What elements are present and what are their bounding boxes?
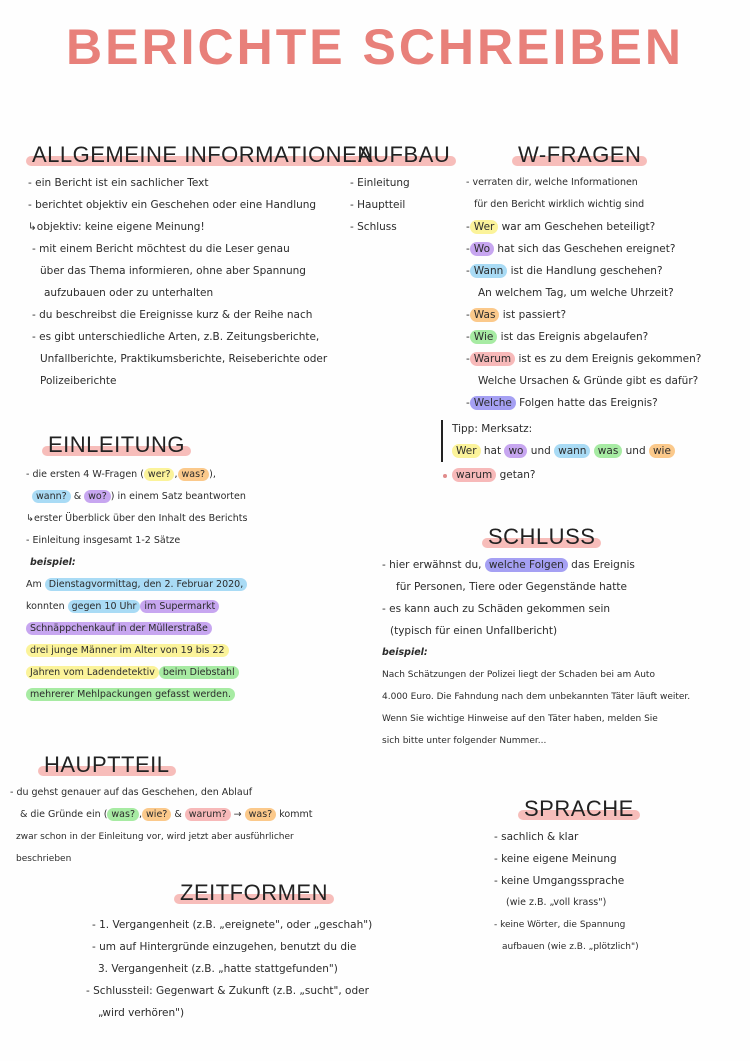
text-line: wann? & wo? ) in einem Satz beantworten <box>26 486 247 508</box>
list-item: - Einleitung <box>350 177 410 189</box>
text-line: für den Bericht wirklich wichtig sind <box>474 199 645 210</box>
beispiel-line: Am Dienstagvormittag, den 2. Februar 2020, <box>26 574 247 596</box>
list-item: - Schluss <box>350 221 397 233</box>
text-line: - verraten dir, welche Informationen <box>466 177 638 188</box>
tipp-label: Tipp: Merksatz: <box>452 423 533 435</box>
heading-w-fragen: W-FRAGEN <box>518 142 641 168</box>
einleitung-section <box>26 464 247 706</box>
heading-allgemeine-informationen: ALLGEMEINE INFORMATIONEN <box>32 142 374 168</box>
text-line: über das Thema informieren, ohne aber Spannung <box>40 265 306 277</box>
text-line: - um auf Hintergründe einzugehen, benutzt du die <box>92 941 357 953</box>
aufbau-list <box>350 172 410 238</box>
text-line: aufzubauen oder zu unterhalten <box>44 287 214 299</box>
zeitformen-section <box>86 914 372 1024</box>
text-line: - 1. Vergangenheit (z.B. „ereignete", oder „geschah") <box>92 919 373 931</box>
heading-schluss: SCHLUSS <box>488 524 595 550</box>
beispiel-label: beispiel: <box>382 647 428 658</box>
text-line: - Schlussteil: Gegenwart & Zukunft (z.B. „sucht", oder <box>86 985 369 997</box>
bullet-dot <box>443 474 447 478</box>
merksatz-line-2: warum getan? <box>452 464 535 486</box>
beispiel-line: Wenn Sie wichtige Hinweise auf den Täter haben, melden Sie <box>382 714 658 724</box>
list-item: - keine eigene Meinung <box>494 853 617 865</box>
merksatz-line: Wer hat wo und wann was und wie <box>452 440 675 462</box>
beispiel-line: mehrerer Mehlpackungen gefasst werden. <box>26 684 247 706</box>
text-line: & die Gründe ein ( was? , wie? & warum? → was? kommt <box>20 809 313 820</box>
beispiel-line: Nach Schätzungen der Polizei liegt der Schaden bei am Auto <box>382 670 655 680</box>
w-frage-warum: - Warum ist es zu dem Ereignis gekommen? <box>466 353 702 365</box>
text-line: - du gehst genauer auf das Geschehen, den Ablauf <box>10 787 253 798</box>
text-line: - es kann auch zu Schäden gekommen sein <box>382 603 611 615</box>
allgemeine-informationen-section <box>28 172 327 392</box>
w-frage-wie: - Wie ist das Ereignis abgelaufen? <box>466 331 649 343</box>
divider <box>441 420 443 462</box>
text-line: Welche Ursachen & Gründe gibt es dafür? <box>478 375 699 387</box>
text-line: 3. Vergangenheit (z.B. „hatte stattgefunden") <box>98 963 338 975</box>
heading-einleitung: EINLEITUNG <box>48 432 185 458</box>
beispiel-line: sich bitte unter folgender Nummer... <box>382 736 547 746</box>
list-item: - Hauptteil <box>350 199 406 211</box>
list-item: - keine Wörter, die Spannung <box>494 920 626 930</box>
beispiel-line: drei junge Männer im Alter von 19 bis 22 <box>26 640 247 662</box>
text-line: Unfallberichte, Praktikumsberichte, Reiseberichte oder <box>40 353 328 365</box>
text-line: - Einleitung insgesamt 1-2 Sätze <box>26 535 181 546</box>
hauptteil-section <box>10 782 312 870</box>
heading-aufbau: AUFBAU <box>358 142 450 168</box>
text-line: - es gibt unterschiedliche Arten, z.B. Zeitungsberichte, <box>32 331 320 343</box>
text-line: - du beschreibst die Ereignisse kurz & der Reihe nach <box>32 309 313 321</box>
merksatz <box>452 418 675 462</box>
beispiel-line: Jahren vom Ladendetektiv beim Diebstahl <box>26 662 247 684</box>
w-frage-welche: - Welche Folgen hatte das Ereignis? <box>466 397 658 409</box>
text-line: - mit einem Bericht möchtest du die Leser genau <box>32 243 290 255</box>
list-item: - keine Umgangssprache <box>494 875 625 887</box>
text-line: „wird verhören") <box>98 1007 185 1019</box>
w-frage-wer: - Wer war am Geschehen beteiligt? <box>466 221 656 233</box>
sprache-section <box>494 826 639 958</box>
text-line: An welchem Tag, um welche Uhrzeit? <box>478 287 674 299</box>
beispiel-line: konnten gegen 10 Uhr im Supermarkt <box>26 596 247 618</box>
text-line: - ein Bericht ist ein sachlicher Text <box>28 177 209 189</box>
text-line: für Personen, Tiere oder Gegenstände hatte <box>396 581 627 593</box>
text-line: beschrieben <box>16 854 72 864</box>
heading-zeitformen: ZEITFORMEN <box>180 880 328 906</box>
text-line: - hier erwähnst du, welche Folgen das Ereignis <box>382 559 635 571</box>
heading-hauptteil: HAUPTTEIL <box>44 752 170 778</box>
text-line: (wie z.B. „voll krass") <box>506 897 607 908</box>
beispiel-line: 4.000 Euro. Die Fahndung nach dem unbekannten Täter läuft weiter. <box>382 692 691 702</box>
text-line: (typisch für einen Unfallbericht) <box>390 625 558 637</box>
w-frage-wann: - Wann ist die Handlung geschehen? <box>466 265 663 277</box>
heading-sprache: SPRACHE <box>524 796 634 822</box>
text-line: aufbauen (wie z.B. „plötzlich") <box>502 942 639 952</box>
text-line: - berichtet objektiv ein Geschehen oder eine Handlung <box>28 199 317 211</box>
w-frage-was: - Was ist passiert? <box>466 309 567 321</box>
w-fragen-section <box>466 172 701 414</box>
text-line: ↳erster Überblick über den Inhalt des Berichts <box>26 513 248 524</box>
w-frage-wo: - Wo hat sich das Geschehen ereignet? <box>466 243 676 255</box>
text-line: ↳objektiv: keine eigene Meinung! <box>28 221 205 233</box>
list-item: - sachlich & klar <box>494 831 579 843</box>
text-line: - die ersten 4 W-Fragen ( wer? , was? ), <box>26 469 216 480</box>
page-title: BERICHTE SCHREIBEN <box>66 19 684 75</box>
text-line: zwar schon in der Einleitung vor, wird jetzt aber ausführlicher <box>16 832 294 842</box>
schluss-section <box>382 554 690 752</box>
text-line: Polizeiberichte <box>40 375 117 387</box>
beispiel-line: Schnäppchenkauf in der Müllerstraße <box>26 618 247 640</box>
beispiel-label: beispiel: <box>30 557 76 568</box>
